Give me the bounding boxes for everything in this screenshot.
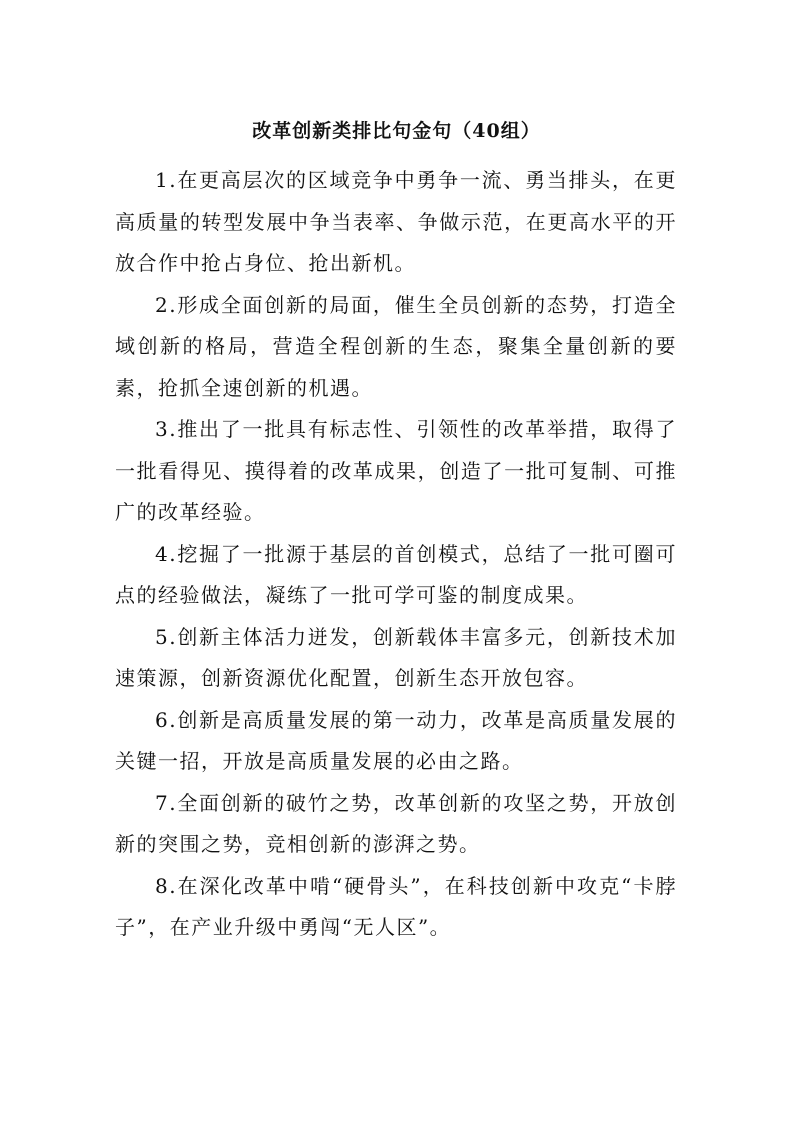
paragraph-7: 7.全面创新的破竹之势，改革创新的攻坚之势，开放创新的突围之势，竞相创新的澎湃之势。 (115, 790, 677, 856)
document-title: 改革创新类排比句金句（40组） (252, 120, 541, 142)
paragraph-4: 4.挖掘了一批源于基层的首创模式，总结了一批可圈可点的经验做法，凝练了一批可学可鉴的制度成果。 (115, 541, 677, 607)
paragraph-1: 1.在更高层次的区域竞争中勇争一流、勇当排头，在更高质量的转型发展中争当表率、争做示范，在更高水平的开放合作中抢占身位、抢出新机。 (115, 168, 677, 275)
paragraph-3: 3.推出了一批具有标志性、引领性的改革举措，取得了一批看得见、摸得着的改革成果，创造了一批可复制、可推广的改革经验。 (115, 417, 677, 524)
paragraph-6: 6.创新是高质量发展的第一动力，改革是高质量发展的关键一招，开放是高质量发展的必由之路。 (115, 707, 677, 773)
paragraph-8: 8.在深化改革中啃“硬骨头”，在科技创新中攻克“卡脖子”，在产业升级中勇闯“无人区”。 (115, 873, 677, 939)
paragraph-2: 2.形成全面创新的局面，催生全员创新的态势，打造全域创新的格局，营造全程创新的生态，聚集全量创新的要素，抢抓全速创新的机遇。 (115, 292, 677, 400)
paragraph-5: 5.创新主体活力迸发，创新载体丰富多元，创新技术加速策源，创新资源优化配置，创新生态开放包容。 (115, 624, 677, 690)
document-body (115, 160, 677, 949)
